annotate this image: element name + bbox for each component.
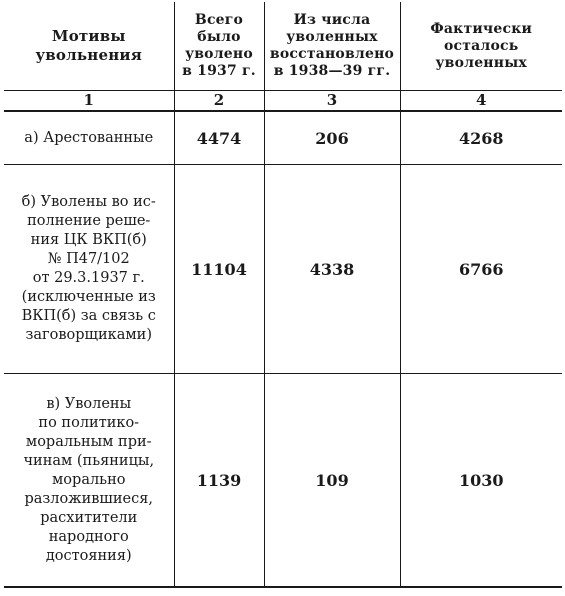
header-remaining: Фактически осталось уволенных [400,2,562,91]
row-total: 1139 [174,374,264,588]
row-label: б) Уволены во ис- полнение реше- ния ЦК ВКП(б) № П47/102 от 29.3.1937 г. (исключенные из ВКП(б) за связь с заговорщиками) [4,165,174,374]
row-label: в) Уволены по политико- моральным при- чинам (пьяницы, морально разложившиеся, расхитители народного достояния) [4,374,174,588]
column-number: 4 [400,91,562,112]
table-row [4,111,562,165]
header-row [4,2,562,91]
row-remaining: 6766 [400,165,562,374]
header-total-dismissed: Всего было уволено в 1937 г. [174,2,264,91]
column-number: 2 [174,91,264,112]
row-restored: 109 [264,374,400,588]
table-row [4,165,562,374]
header-restored: Из числа уволенных восстановлено в 1938—39 гг. [264,2,400,91]
row-total: 11104 [174,165,264,374]
row-label: а) Арестованные [4,111,174,165]
column-number-row [4,91,562,112]
row-restored: 206 [264,111,400,165]
table-row [4,374,562,588]
header-motives: Мотивы увольнения [4,2,174,91]
row-remaining: 1030 [400,374,562,588]
row-remaining: 4268 [400,111,562,165]
dismissal-table [4,2,562,588]
column-number: 1 [4,91,174,112]
row-restored: 4338 [264,165,400,374]
column-number: 3 [264,91,400,112]
row-total: 4474 [174,111,264,165]
